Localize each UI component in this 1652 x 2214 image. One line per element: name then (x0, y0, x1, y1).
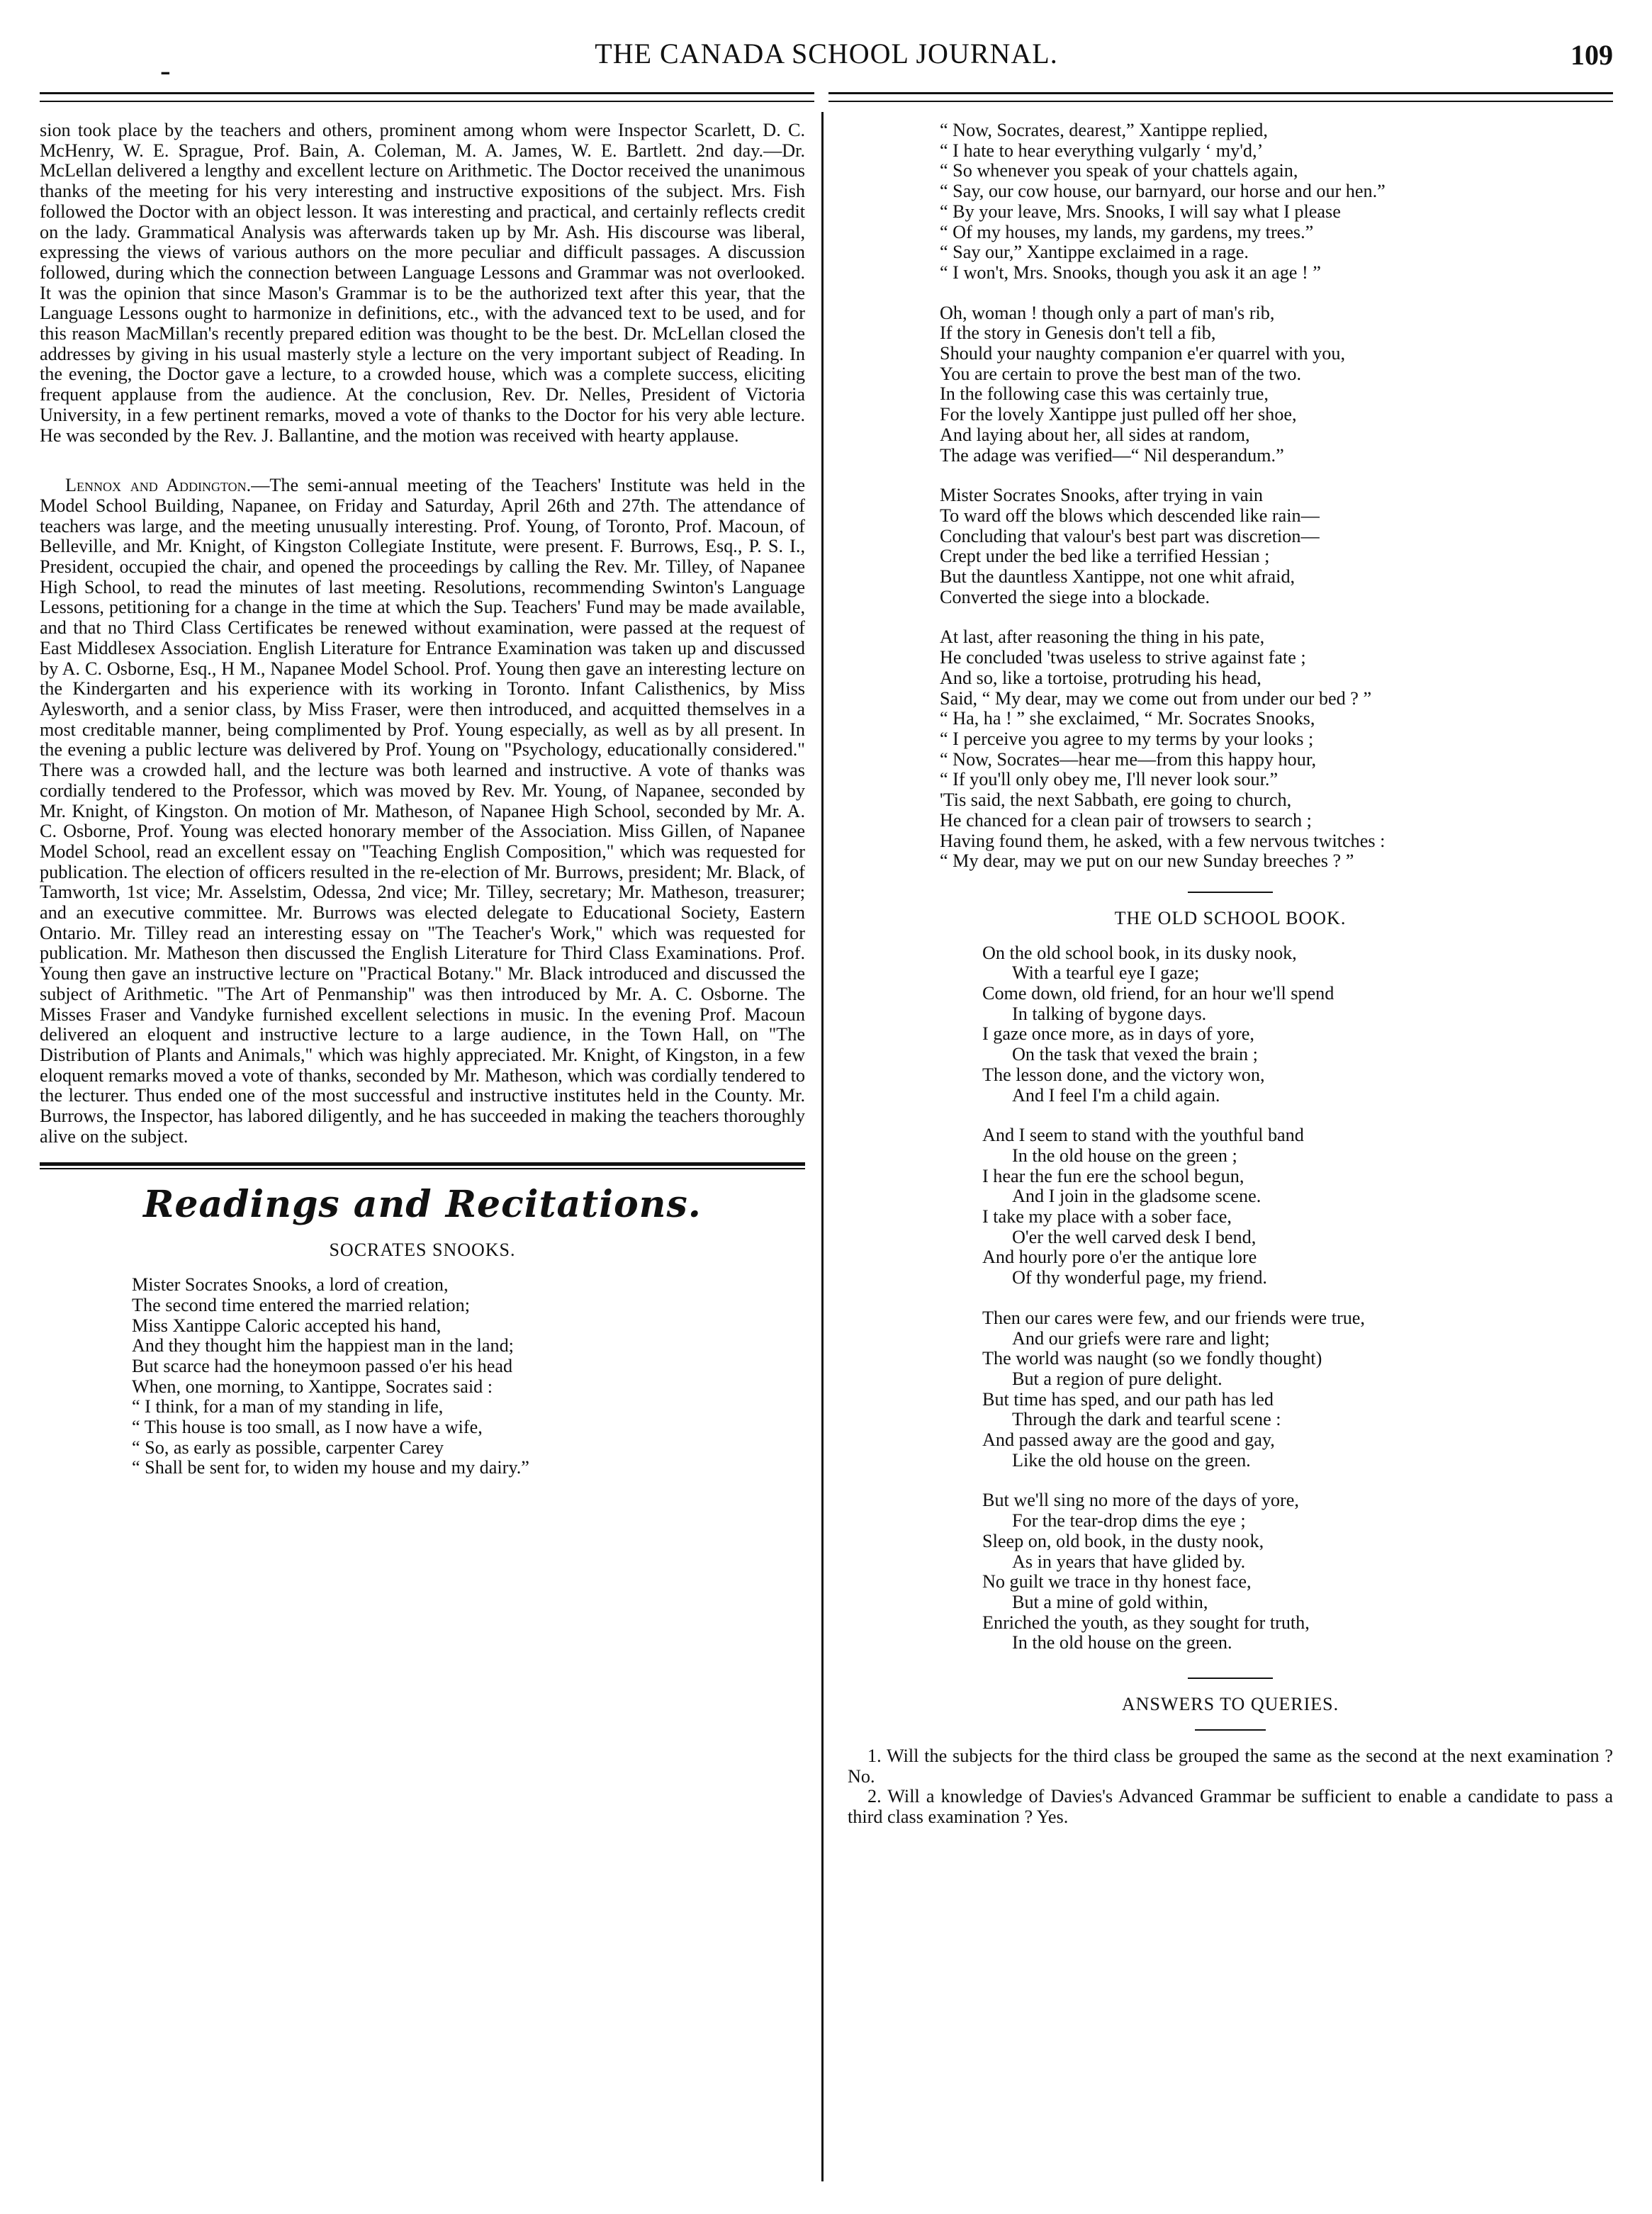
poem-stanza-2 (940, 303, 1613, 466)
readings-recitations-heading: Readings and Recitations. (143, 1183, 702, 1227)
old-school-book-title: THE OLD SCHOOL BOOK. (1114, 907, 1347, 928)
socrates-snooks-continued (940, 120, 1613, 872)
lennox-addington-lead: Lennox and Addington. (65, 475, 252, 496)
right-column (848, 120, 1613, 1828)
poem-line: In talking of bygone days. (1012, 1003, 1207, 1024)
poem-line: In the old house on the green. (1012, 1632, 1232, 1653)
section-short-rule (1195, 1729, 1266, 1731)
poem-line: And our griefs were rare and light; (1012, 1327, 1270, 1349)
poem-line: Said, “ My dear, may we come out from under our bed ? ” (940, 687, 1372, 709)
poem-line: “ Now, Socrates, dearest,” Xantippe replied, (940, 120, 1268, 140)
poem-stanza-3 (940, 485, 1613, 607)
poem-line: “ I perceive you agree to my terms by your looks ; (940, 728, 1314, 749)
poem-line: Come down, old friend, for an hour we'll spend (982, 983, 1334, 1004)
poem-line: Mister Socrates Snooks, after trying in vain (940, 485, 1264, 506)
report-paragraph-continued: sion took place by the teachers and others, prominent among whom were Inspector Scarlett, D. C. McHenry, W. E. Sprague, Prof. Bain, A. Coleman, M. A. James, W. E. Bartlett. 2nd day.—Dr. McLellan delivered a lengthy and excellent lecture on Arithmetic. The Doctor received the unanimous thanks of the meeting for his very interesting and instructive expositions of the subject. Mrs. Fish followed the Doctor with an object lesson. It was interesting and practical, and certainly reflects credit on the lady. Grammatical Analysis was afterwards taken up by Mr. Ash. His discourse was liberal, expressing the views of various authors on the more peculiar and difficult passages. A discussion followed, during which the connection between Language Lessons and Grammar was not overlooked. It was the opinion that since Mason's Grammar is to be the authorized text after this year, that the Language Lessons ought to harmonize in definitions, etc., with the advanced text to be used, and for this reason MacMillan's recently prepared edition was thought to be the best. Dr. McLellan closed the addresses by giving in his usual masterly style a lecture on the very important subject of Reading. In the evening, the Doctor gave a lecture, to a crowded house, which was a complete success, eliciting frequent applause from the audience. At the conclusion, Rev. Dr. Nelles, President of Victoria University, in a few pertinent remarks, moved a vote of thanks to the Doctor for his very able lecture. He was seconded by the Rev. J. Ballantine, and the motion was received with hearty applause. (40, 120, 805, 446)
poem-line: Crept under the bed like a terrified Hessian ; (940, 546, 1270, 567)
poem-line: The second time entered the married relation; (132, 1294, 470, 1315)
old-school-book-stanza (982, 1125, 1613, 1288)
poem-line: I hear the fun ere the school begun, (982, 1165, 1244, 1186)
poem-line: Miss Xantippe Caloric accepted his hand, (132, 1315, 442, 1336)
poem-line: But scarce had the honeymoon passed o'er his head (132, 1355, 513, 1376)
poem-line: On the task that vexed the brain ; (1012, 1044, 1258, 1065)
poem-line: He concluded 'twas useless to strive against fate ; (940, 647, 1306, 668)
poem-line: And hourly pore o'er the antique lore (982, 1247, 1257, 1268)
poem-line: Sleep on, old book, in the dusty nook, (982, 1530, 1264, 1551)
page-header (40, 28, 1613, 88)
poem-line: “ I think, for a man of my standing in life, (132, 1396, 444, 1417)
poem-line: “ By your leave, Mrs. Snooks, I will say what I please (940, 201, 1341, 222)
query-answer-2: 2. Will a knowledge of Davies's Advanced Grammar be sufficient to enable a candidate to pass a third class examination ? Yes. (848, 1786, 1613, 1827)
poem-line: Converted the siege into a blockade. (940, 586, 1210, 607)
poem-line: Should your naughty companion e'er quarrel with you, (940, 343, 1345, 364)
poem-line: “ So whenever you speak of your chattels again, (940, 160, 1298, 181)
poem-line: But time has sped, and our path has led (982, 1388, 1274, 1410)
poem-stanza-4 (940, 627, 1613, 871)
socrates-snooks-title: SOCRATES SNOOKS. (329, 1240, 516, 1261)
poem-line: Having found them, he asked, with a few nervous twitches : (940, 830, 1386, 851)
poem-line: At last, after reasoning the thing in his pate, (940, 626, 1265, 648)
poem-line: For the lovely Xantippe just pulled off her shoe, (940, 404, 1297, 425)
poem-line: “ This house is too small, as I now have a wife, (132, 1417, 483, 1438)
poem-line: “ I hate to hear everything vulgarly ‘ my'd,’ (940, 140, 1264, 161)
socrates-snooks-poem (132, 1275, 805, 1478)
poem-line: I gaze once more, as in days of yore, (982, 1023, 1254, 1045)
left-column (40, 120, 805, 1498)
poem-stanza-1 (940, 120, 1613, 283)
poem-line: 'Tis said, the next Sabbath, ere going to church, (940, 789, 1292, 811)
poem-line: You are certain to prove the best man of the two. (940, 363, 1302, 384)
section-short-rule (1188, 1678, 1273, 1679)
poem-line: Through the dark and tearful scene : (1012, 1409, 1281, 1430)
poem-line: But a region of pure delight. (1012, 1368, 1223, 1389)
poem-line: As in years that have glided by. (1012, 1551, 1246, 1572)
poem-line: To ward off the blows which descended like rain— (940, 505, 1320, 526)
poem-line: “ So, as early as possible, carpenter Carey (132, 1437, 444, 1458)
poem-line: The adage was verified—“ Nil desperandum.” (940, 444, 1284, 466)
header-rule-gap (814, 91, 828, 105)
poem-line: The lesson done, and the victory won, (982, 1064, 1265, 1085)
section-separator (40, 1162, 805, 1169)
poem-stanza (132, 1275, 805, 1478)
header-dash: - (160, 53, 171, 88)
poem-line: And passed away are the good and gay, (982, 1429, 1275, 1451)
poem-line: And they thought him the happiest man in the land; (132, 1335, 514, 1356)
journal-page (40, 28, 1613, 1827)
poem-line: With a tearful eye I gaze; (1012, 962, 1200, 984)
poem-line: Of thy wonderful page, my friend. (1012, 1267, 1267, 1288)
poem-line: “ If you'll only obey me, I'll never look sour.” (940, 769, 1279, 790)
poem-line: For the tear-drop dims the eye ; (1012, 1510, 1246, 1532)
column-divider (821, 112, 824, 2181)
old-school-book-stanza (982, 943, 1613, 1106)
query-answer-1: 1. Will the subjects for the third class be grouped the same as the second at the next examination ? No. (848, 1745, 1613, 1787)
old-school-book-stanza (982, 1490, 1613, 1653)
poem-line: No guilt we trace in thy honest face, (982, 1571, 1252, 1592)
poem-line: “ Of my houses, my lands, my gardens, my trees.” (940, 221, 1314, 242)
poem-line: O'er the well carved desk I bend, (1012, 1226, 1257, 1247)
poem-line: And I feel I'm a child again. (1012, 1084, 1220, 1106)
poem-line: When, one morning, to Xantippe, Socrates said : (132, 1376, 493, 1397)
poem-line: I take my place with a sober face, (982, 1206, 1232, 1227)
old-school-book-stanza (982, 1308, 1613, 1471)
poem-line: “ Ha, ha ! ” she exclaimed, “ Mr. Socrates Snooks, (940, 708, 1315, 729)
poem-line: Enriched the youth, as they sought for truth, (982, 1612, 1310, 1633)
poem-line: But we'll sing no more of the days of yore, (982, 1490, 1299, 1511)
poem-line: “ I won't, Mrs. Snooks, though you ask it an age ! ” (940, 262, 1321, 283)
poem-line: But the dauntless Xantippe, not one whit afraid, (940, 566, 1296, 588)
poem-line: If the story in Genesis don't tell a fib, (940, 322, 1216, 344)
poem-line: In the old house on the green ; (1012, 1145, 1237, 1166)
poem-line: And so, like a tortoise, protruding his head, (940, 667, 1262, 688)
poem-line: Then our cares were few, and our friends were true, (982, 1307, 1365, 1328)
poem-line: On the old school book, in its dusky nook, (982, 942, 1297, 963)
poem-line: And I seem to stand with the youthful band (982, 1125, 1304, 1146)
lennox-addington-text: —The semi-annual meeting of the Teachers' Institute was held in the Model School Building, Napanee, on Friday and Saturday, April 26th and 27th. The attendance of teachers was large, and the meeting unusually interesting. Prof. Young, of Toronto, Prof. Macoun, of Belleville, and Mr. Knight, of Kingston Collegiate Institute, were present. F. Burrows, Esq., P. S. I., President, occupied the chair, and opened the proceedings by calling the Rev. Mr. Tilley, of Napanee High School, to read the minutes of last meeting. Resolutions, recommending Swinton's Language Lessons, petitioning for a change in the time at which the Sup. Teachers' Fund may be made available, and that no Third Class Certificates be renewed without examination, were passed at the request of East Middlesex Association. English Literature for Entrance Examination was taken up and discussed by A. C. Osborne, Esq., H M., Napanee Model School. Prof. Young then gave an interesting lecture on the Kindergarten and his experience with its working in Toronto. Infant Calisthenics, by Miss Aylesworth, and a senior class, by Miss Fraser, were then introduced, and acquitted themselves in a most creditable manner, being complimented by Prof. Young especially, as well as by all present. In the evening a public lecture was delivered by Prof. Young on "Psychology, educationally considered." There was a crowded hall, and the lecture was both learned and instructive. A vote of thanks was cordially tendered to the Professor, which was moved by Rev. Mr. Young, of Napanee, seconded by Mr. Knight, of Kingston. On motion of Mr. Matheson, of Napanee High School, seconded by Mr. A. C. Osborne, Prof. Young was elected honorary member of the Association. Miss Gillen, of Napanee Model School, read an excellent essay on "Teaching English Composition," which was requested for publication. The election of officers resulted in the re-election of Mr. Burrows, president; Mr. Black, of Tamworth, 1st vice; Mr. Asselstim, Odessa, 2nd vice; Mr. Tilley, secretary; Mr. Matheson, treasurer; and an executive committee. Mr. Burrows was elected delegate to Educational Society, Eastern Ontario. Mr. Tilley read an interesting essay on "The Teacher's Work," which was requested for publication. Mr. Matheson then discussed the English Literature for Third Class Examinations. Prof. Young then gave an instructive lecture on "Practical Botany." Mr. Black introduced and discussed the subject of Arithmetic. "The Art of Penmanship" was then introduced by Mr. A. C. Osborne. The Misses Fraser and Vandyke furnished excellent selections in music. In the evening Prof. Macoun delivered an eloquent and instructive lecture to a large audience, in the Town Hall, on "The Distribution of Plants and Animals," which was highly appreciated. Mr. Knight, of Kingston, in a few eloquent remarks moved a vote of thanks, seconded by Mr. Matheson, which was cordially tendered to the lecturer. Thus ended one of the most successful and instructive institutes held in the County. Mr. Burrows, the Inspector, has labored diligently, and he has succeeded in making the teachers thoroughly alive on the subject. (40, 475, 805, 1147)
answers-to-queries-title: ANSWERS TO QUERIES. (1121, 1694, 1339, 1715)
poem-line: In the following case this was certainly true, (940, 383, 1269, 405)
poem-line: Oh, woman ! though only a part of man's rib, (940, 302, 1275, 323)
poem-line: “ Say our,” Xantippe exclaimed in a rage. (940, 242, 1249, 263)
poem-line: Concluding that valour's best part was discretion— (940, 525, 1320, 546)
old-school-book-poem (982, 943, 1613, 1654)
poem-line: The world was naught (so we fondly thought) (982, 1348, 1322, 1369)
poem-line: “ Shall be sent for, to widen my house and my dairy.” (132, 1457, 529, 1478)
poem-line: “ My dear, may we put on our new Sunday breeches ? ” (940, 850, 1354, 872)
poem-line: Like the old house on the green. (1012, 1449, 1251, 1471)
lennox-addington-paragraph (40, 476, 805, 1147)
poem-line: “ Now, Socrates—hear me—from this happy hour, (940, 748, 1317, 770)
poem-line: He chanced for a clean pair of trowsers to search ; (940, 809, 1312, 831)
poem-line: Mister Socrates Snooks, a lord of creation, (132, 1274, 449, 1296)
poem-line: But a mine of gold within, (1012, 1592, 1208, 1612)
section-short-rule (1188, 892, 1273, 893)
poem-line: And laying about her, all sides at random, (940, 424, 1250, 445)
page-number: 109 (1570, 39, 1613, 71)
journal-title: THE CANADA SCHOOL JOURNAL. (595, 38, 1058, 69)
poem-line: And I join in the gladsome scene. (1012, 1186, 1262, 1207)
poem-line: “ Say, our cow house, our barnyard, our horse and our hen.” (940, 181, 1386, 202)
